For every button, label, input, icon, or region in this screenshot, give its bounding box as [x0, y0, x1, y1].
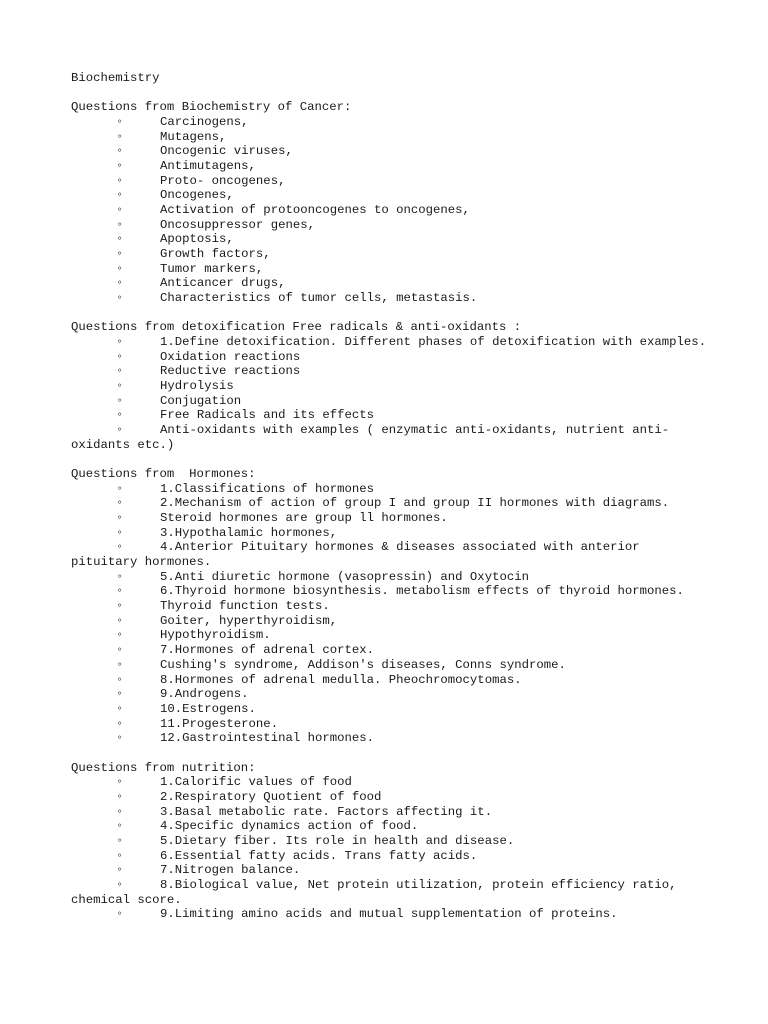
list-item [71, 335, 711, 350]
section-heading: Questions from nutrition: [71, 760, 256, 775]
list-item [71, 599, 711, 614]
list-item-text: Carcinogens, [160, 115, 249, 129]
bullet-icon: ◦ [116, 159, 124, 174]
bullet-icon: ◦ [116, 584, 124, 599]
list-item-text: Goiter, hyperthyroidism, [160, 613, 338, 628]
list-item [71, 379, 711, 394]
bullet-icon: ◦ [116, 687, 124, 702]
bullet-icon: ◦ [116, 203, 124, 218]
list-item [71, 702, 711, 717]
section-heading: Questions from Biochemistry of Cancer: [71, 100, 352, 115]
list-item-text: 7.Nitrogen balance. [160, 863, 301, 878]
bullet-icon: ◦ [116, 657, 124, 672]
bullet-icon: ◦ [116, 276, 124, 291]
list-item [71, 834, 711, 849]
list-item [71, 878, 711, 907]
bullet-list [71, 335, 711, 452]
list-item-text: Free Radicals and its effects [160, 408, 375, 423]
list-item-text: 11.Progesterone. [160, 716, 279, 731]
sections-container [71, 100, 711, 922]
list-item [71, 540, 711, 569]
section [71, 467, 711, 760]
bullet-icon: ◦ [116, 569, 124, 584]
list-item [71, 130, 711, 145]
list-item [71, 276, 711, 291]
list-item-text: 10.Estrogens. [160, 701, 256, 716]
list-item [71, 188, 711, 203]
list-item-text: 7.Hormones of adrenal cortex. [160, 643, 375, 658]
bullet-icon: ◦ [116, 701, 124, 716]
list-item [71, 350, 711, 365]
list-item-text: Oncogenic viruses, [160, 144, 293, 159]
list-item [71, 203, 711, 218]
bullet-icon: ◦ [116, 129, 124, 144]
bullet-icon: ◦ [116, 833, 124, 848]
bullet-icon: ◦ [116, 628, 124, 643]
spacer [71, 86, 711, 101]
document-title: Biochemistry [71, 71, 160, 85]
bullet-icon: ◦ [116, 364, 124, 379]
bullet-icon: ◦ [116, 819, 124, 834]
list-item-text: 2.Respiratory Quotient of food [160, 789, 382, 804]
list-item-text: Thyroid function tests. [160, 599, 330, 614]
bullet-icon: ◦ [116, 144, 124, 159]
list-item-text: 2.Mechanism of action of group I and group II hormones with diagrams. [160, 496, 670, 511]
list-item [71, 849, 711, 864]
section-heading: Questions from detoxification Free radicals & anti-oxidants : [71, 320, 522, 335]
list-item-text: Oncosuppressor genes, [160, 217, 315, 232]
list-item [71, 291, 711, 306]
bullet-icon: ◦ [116, 525, 124, 540]
bullet-icon: ◦ [116, 115, 124, 129]
list-item [71, 144, 711, 159]
list-item-text: Oncogenes, [160, 188, 234, 203]
list-item-text: 9.Androgens. [160, 687, 249, 702]
list-item-text: Apoptosis, [160, 232, 234, 247]
list-item-text: Reductive reactions [160, 364, 301, 379]
bullet-icon: ◦ [116, 261, 124, 276]
list-item-text: 3.Hypothalamic hormones, [160, 525, 338, 540]
list-item [71, 628, 711, 643]
list-item [71, 262, 711, 277]
bullet-list [71, 115, 711, 306]
list-item [71, 658, 711, 673]
list-item-text: 6.Essential fatty acids. Trans fatty acids. [160, 848, 478, 863]
list-item [71, 775, 711, 790]
list-item [71, 511, 711, 526]
list-item-text: 1.Define detoxification. Different phases of detoxification with examples. [160, 335, 707, 350]
bullet-icon: ◦ [116, 393, 124, 408]
list-item [71, 218, 711, 233]
list-item [71, 643, 711, 658]
list-item [71, 687, 711, 702]
bullet-icon: ◦ [116, 349, 124, 364]
list-item-text: 8.Hormones of adrenal medulla. Pheochromocytomas. [160, 672, 522, 687]
list-item-text: Oxidation reactions [160, 349, 301, 364]
list-item [71, 115, 711, 130]
bullet-icon: ◦ [116, 863, 124, 878]
bullet-icon: ◦ [116, 613, 124, 628]
bullet-icon: ◦ [116, 643, 124, 658]
list-item-text: Tumor markers, [160, 261, 264, 276]
spacer [71, 306, 711, 321]
spacer [71, 452, 711, 467]
bullet-icon: ◦ [116, 379, 124, 394]
bullet-list [71, 775, 711, 922]
list-item-text: Growth factors, [160, 247, 271, 262]
list-item [71, 364, 711, 379]
list-item-text: Anti-oxidants with examples ( enzymatic anti-oxidants, nutrient anti-oxidants etc.) [71, 423, 670, 452]
bullet-icon: ◦ [116, 247, 124, 262]
document-page [71, 71, 711, 922]
list-item-text: 4.Specific dynamics action of food. [160, 819, 419, 834]
section [71, 100, 711, 320]
list-item [71, 570, 711, 585]
list-item-text: Cushing's syndrome, Addison's diseases, Conns syndrome. [160, 657, 566, 672]
bullet-icon: ◦ [116, 423, 124, 438]
bullet-icon: ◦ [116, 848, 124, 863]
list-item [71, 496, 711, 511]
bullet-icon: ◦ [116, 232, 124, 247]
section [71, 320, 711, 467]
bullet-icon: ◦ [116, 496, 124, 511]
list-item [71, 423, 711, 452]
bullet-icon: ◦ [116, 877, 124, 892]
list-item [71, 819, 711, 834]
list-item [71, 805, 711, 820]
list-item [71, 907, 711, 922]
list-item-text: 4.Anterior Pituitary hormones & diseases associated with anterior pituitary hormones. [71, 540, 648, 570]
list-item [71, 526, 711, 541]
bullet-icon: ◦ [116, 716, 124, 731]
list-item [71, 408, 711, 423]
list-item-text: 6.Thyroid hormone biosynthesis. metabolism effects of thyroid hormones. [160, 584, 684, 599]
list-item [71, 482, 711, 497]
bullet-icon: ◦ [116, 188, 124, 203]
bullet-icon: ◦ [116, 173, 124, 188]
list-item-text: Hydrolysis [160, 379, 234, 394]
list-item-text: 5.Anti diuretic hormone (vasopressin) and Oxytocin [160, 569, 529, 584]
section [71, 761, 711, 922]
bullet-icon: ◦ [116, 789, 124, 804]
list-item [71, 584, 711, 599]
list-item-text: 9.Limiting amino acids and mutual supplementation of proteins. [160, 907, 618, 922]
list-item [71, 159, 711, 174]
list-item [71, 717, 711, 732]
section-heading: Questions from Hormones: [71, 467, 256, 482]
bullet-icon: ◦ [116, 335, 124, 350]
list-item [71, 790, 711, 805]
bullet-icon: ◦ [116, 804, 124, 819]
bullet-icon: ◦ [116, 731, 124, 746]
list-item-text: Mutagens, [160, 129, 227, 144]
list-item [71, 232, 711, 247]
list-item-text: Antimutagens, [160, 159, 256, 174]
list-item [71, 731, 711, 746]
list-item-text: Steroid hormones are group ll hormones. [160, 511, 448, 526]
spacer [71, 746, 711, 761]
list-item-text: Proto- oncogenes, [160, 173, 286, 188]
list-item-text: Activation of protooncogenes to oncogenes, [160, 203, 470, 218]
bullet-icon: ◦ [116, 511, 124, 526]
list-item [71, 673, 711, 688]
list-item-text: 1.Classifications of hormones [160, 481, 375, 496]
list-item-text: Hypothyroidism. [160, 628, 271, 643]
list-item-text: 1.Calorific values of food [160, 775, 352, 790]
list-item-text: Conjugation [160, 393, 242, 408]
list-item [71, 174, 711, 189]
bullet-icon: ◦ [116, 481, 124, 496]
list-item [71, 247, 711, 262]
bullet-icon: ◦ [116, 775, 124, 790]
list-item-text: 12.Gastrointestinal hormones. [160, 731, 375, 746]
bullet-icon: ◦ [116, 291, 124, 306]
bullet-icon: ◦ [116, 672, 124, 687]
list-item-text: 3.Basal metabolic rate. Factors affecting it. [160, 804, 493, 819]
list-item [71, 614, 711, 629]
bullet-icon: ◦ [116, 540, 124, 555]
bullet-icon: ◦ [116, 907, 124, 922]
list-item [71, 394, 711, 409]
list-item-text: Anticancer drugs, [160, 276, 286, 291]
bullet-icon: ◦ [116, 217, 124, 232]
list-item-text: Characteristics of tumor cells, metastasis. [160, 291, 478, 306]
bullet-icon: ◦ [116, 599, 124, 614]
bullet-icon: ◦ [116, 408, 124, 423]
list-item [71, 863, 711, 878]
list-item-text: 5.Dietary fiber. Its role in health and disease. [160, 833, 515, 848]
bullet-list [71, 482, 711, 746]
list-item-text: 8.Biological value, Net protein utilization, protein efficiency ratio, chemical score. [71, 877, 684, 907]
